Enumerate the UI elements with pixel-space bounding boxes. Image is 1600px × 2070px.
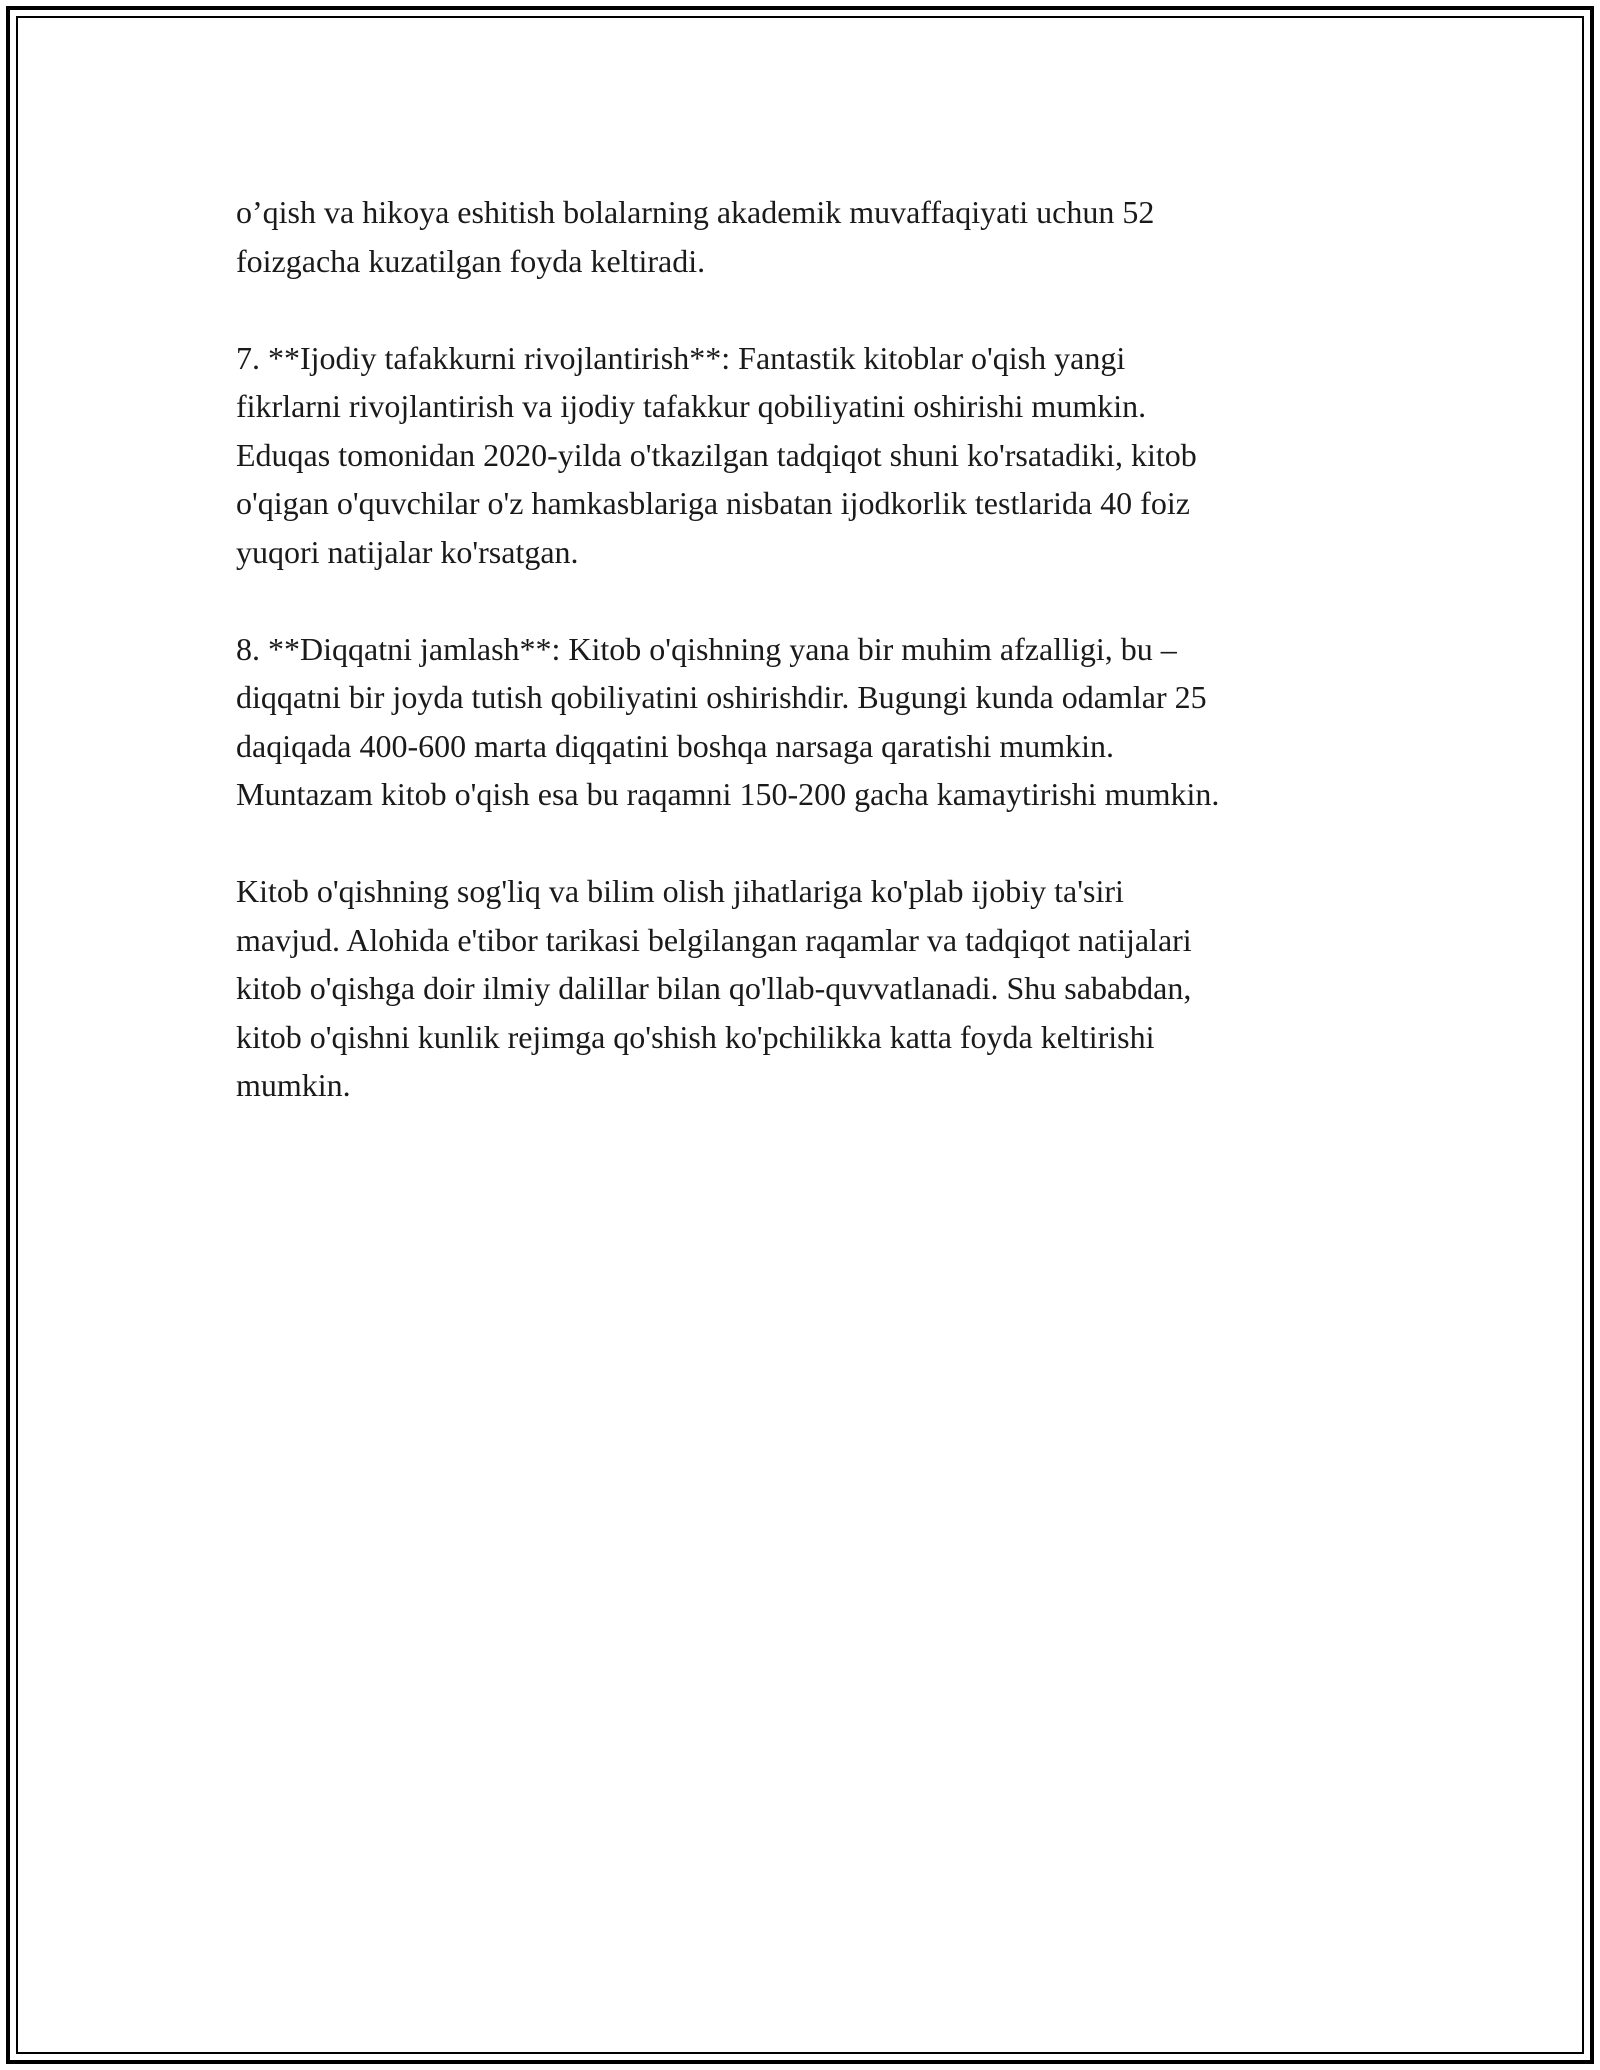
document-body — [236, 188, 1376, 1158]
text-line: foizgacha kuzatilgan foyda keltiradi. — [236, 242, 706, 279]
text-line: fikrlarni rivojlantirish va ijodiy tafakkur qobiliyatini oshirishi mumkin. — [236, 388, 1147, 424]
text-line: Eduqas tomonidan 2020-yilda o'tkazilgan tadqiqot shuni ko'rsatadiki, kitob — [236, 436, 1197, 473]
text-line: mavjud. Alohida e'tibor tarikasi belgilangan raqamlar va tadqiqot natijalari — [236, 921, 1192, 958]
paragraph-continuation — [236, 188, 1376, 285]
text-line: o'qigan o'quvchilar o'z hamkasblariga nisbatan ijodkorlik testlarida 40 foiz — [236, 485, 1190, 521]
text-line: mumkin. — [236, 1067, 351, 1103]
text-line: kitob o'qishga doir ilmiy dalillar bilan qo'llab-quvvatlanadi. Shu sababdan, — [236, 970, 1192, 1006]
paragraph-focus — [236, 625, 1376, 819]
text-line: kitob o'qishni kunlik rejimga qo'shish ko'pchilikka katta foyda keltirishi — [236, 1018, 1155, 1055]
text-line: Kitob o'qishning sog'liq va bilim olish jihatlariga ko'plab ijobiy ta'siri — [236, 873, 1124, 909]
text-line: 7. **Ijodiy tafakkurni rivojlantirish**: Fantastik kitoblar o'qish yangi — [236, 339, 1126, 376]
text-line: Muntazam kitob o'qish esa bu raqamni 150-200 gacha kamaytirishi mumkin. — [236, 776, 1220, 812]
paragraph-creative-thinking — [236, 334, 1376, 577]
text-line: diqqatni bir joyda tutish qobiliyatini oshirishdir. Bugungi kunda odamlar 25 — [236, 679, 1207, 715]
text-line: 8. **Diqqatni jamlash**: Kitob o'qishning yana bir muhim afzalligi, bu – — [236, 630, 1177, 667]
paragraph-conclusion — [236, 867, 1376, 1110]
text-line: yuqori natijalar ko'rsatgan. — [236, 533, 579, 570]
text-line: daqiqada 400-600 marta diqqatini boshqa narsaga qaratishi mumkin. — [236, 727, 1114, 764]
text-line: o’qish va hikoya eshitish bolalarning akademik muvaffaqiyati uchun 52 — [236, 194, 1155, 230]
